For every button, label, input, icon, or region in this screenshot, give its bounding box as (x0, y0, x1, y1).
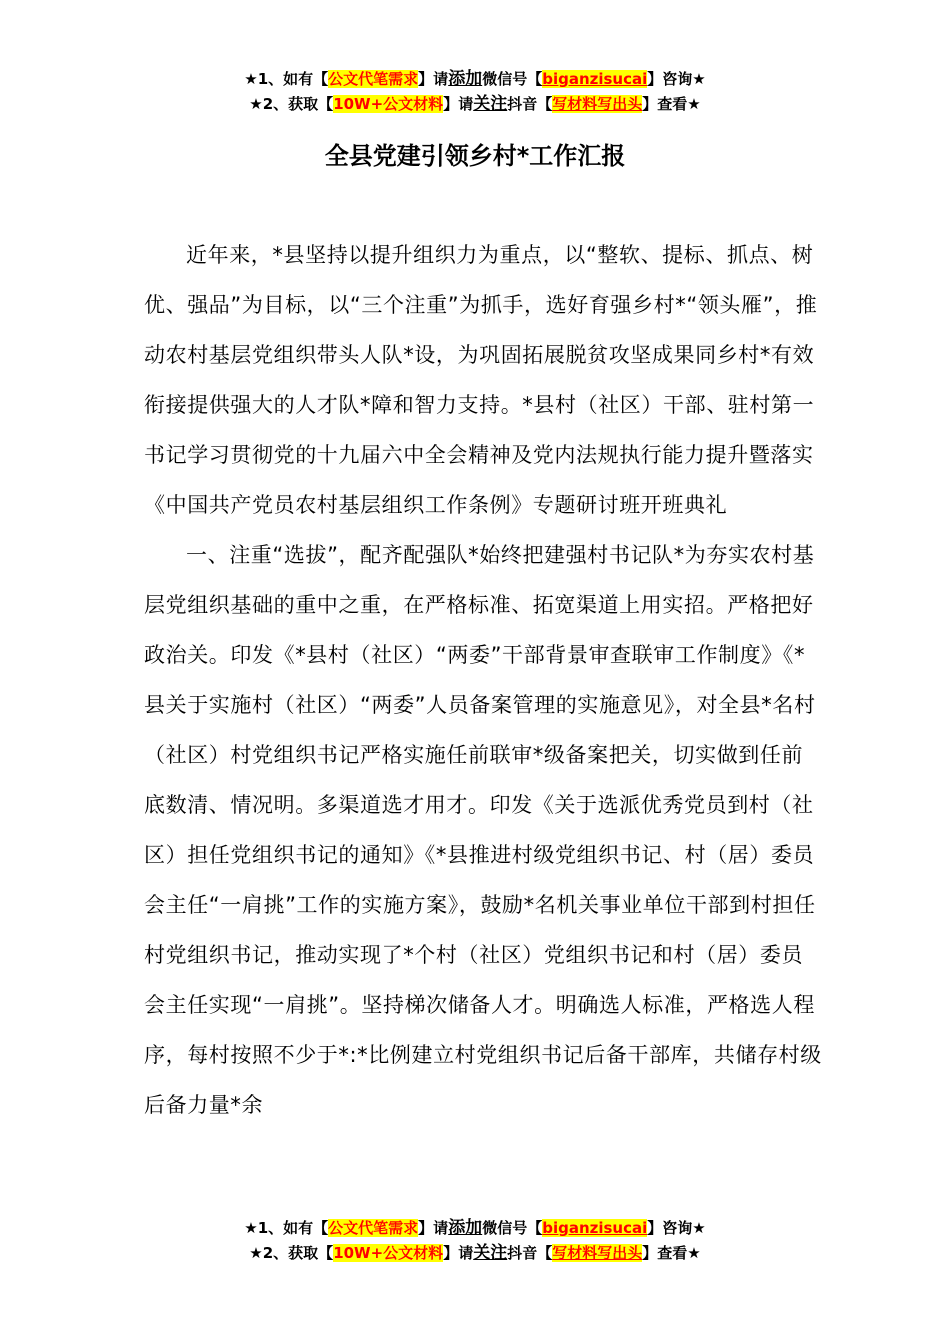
banner-text: 】查看★ (642, 95, 701, 113)
banner-text: ★2、获取【 (249, 1244, 334, 1262)
paragraph-intro: 近年来，*县坚持以提升组织力为重点，以“整软、提标、抓点、树优、强品”为目标，以“三个注重”为抓手，选好育强乡村*“领头雁”，推动农村基层党组织带头人队*设，为巩固拓展脱贫攻坚成果同乡村*有效衔接提供强大的人才队*障和智力支持。*县村（社区）干部、驻村第一书记学习贯彻党的十九届六中全会精神及党内法规执行能力提升暨落实《中国共产党员农村基层组织工作条例》专题研讨班开班典礼 (144, 243, 818, 517)
service-highlight: 公文代笔需求 (328, 70, 419, 88)
header-banner (0, 67, 950, 117)
banner-line-2 (0, 92, 950, 117)
banner-text: ★1、如有【 (244, 70, 329, 88)
banner-text: ★2、获取【 (249, 95, 334, 113)
douyin-account-link[interactable]: 写材料写出头 (552, 1244, 643, 1262)
banner-line-2 (0, 1241, 950, 1266)
banner-text: 】请 (443, 1244, 474, 1262)
banner-text: 】咨询★ (647, 70, 706, 88)
banner-text: 】查看★ (642, 1244, 701, 1262)
banner-emphasis: 关注 (473, 94, 508, 114)
paragraph-section-1: 一、注重“选拔”，配齐配强队*始终把建强村书记队*为夯实农村基层党组织基础的重中之重，在严格标准、拓宽渠道上用实招。严格把好政治关。印发《*县村（社区）“两委”干部背景审查联审工作制度》《*县关于实施村（社区）“两委”人员备案管理的实施意见》，对全县*名村（社区）村党组织书记严格实施任前联审*级备案把关，切实做到任前底数清、情况明。多渠道选才用才。印发《关于选派优秀党员到村（社区）担任党组织书记的通知》《*县推进村级党组织书记、村（居）委员会主任“一肩挑”工作的实施方案》，鼓励*名机关事业单位干部到村担任村党组织书记，推动实现了*个村（社区）党组织书记和村（居）委员会主任实现“一肩挑”。坚持梯次储备人才。明确选人标准，严格选人程序，每村按照不少于*:*比例建立村党组织书记后备干部库，共储存村级后备力量*余 (144, 543, 822, 1117)
banner-text: 】请 (443, 95, 474, 113)
banner-emphasis: 关注 (473, 1243, 508, 1263)
document-title: 全县党建引领乡村*工作汇报 (324, 142, 626, 170)
material-highlight: 10W+公文材料 (333, 1244, 444, 1262)
footer-banner (0, 1216, 950, 1266)
banner-line-1 (0, 67, 950, 92)
banner-text: 微信号【 (482, 1219, 543, 1237)
banner-text: 】请 (418, 1219, 449, 1237)
banner-line-1 (0, 1216, 950, 1241)
banner-text: 】请 (418, 70, 449, 88)
banner-text: ★1、如有【 (244, 1219, 329, 1237)
wechat-id-link[interactable]: biganzisucai (542, 1219, 648, 1237)
douyin-account-link[interactable]: 写材料写出头 (552, 95, 643, 113)
banner-emphasis: 添加 (448, 69, 483, 89)
banner-text: 】咨询★ (647, 1219, 706, 1237)
banner-emphasis: 添加 (448, 1218, 483, 1238)
banner-text: 抖音【 (507, 95, 553, 113)
material-highlight: 10W+公文材料 (333, 95, 444, 113)
document-body (144, 230, 824, 1130)
service-highlight: 公文代笔需求 (328, 1219, 419, 1237)
banner-text: 微信号【 (482, 70, 543, 88)
wechat-id-link[interactable]: biganzisucai (542, 70, 648, 88)
banner-text: 抖音【 (507, 1244, 553, 1262)
